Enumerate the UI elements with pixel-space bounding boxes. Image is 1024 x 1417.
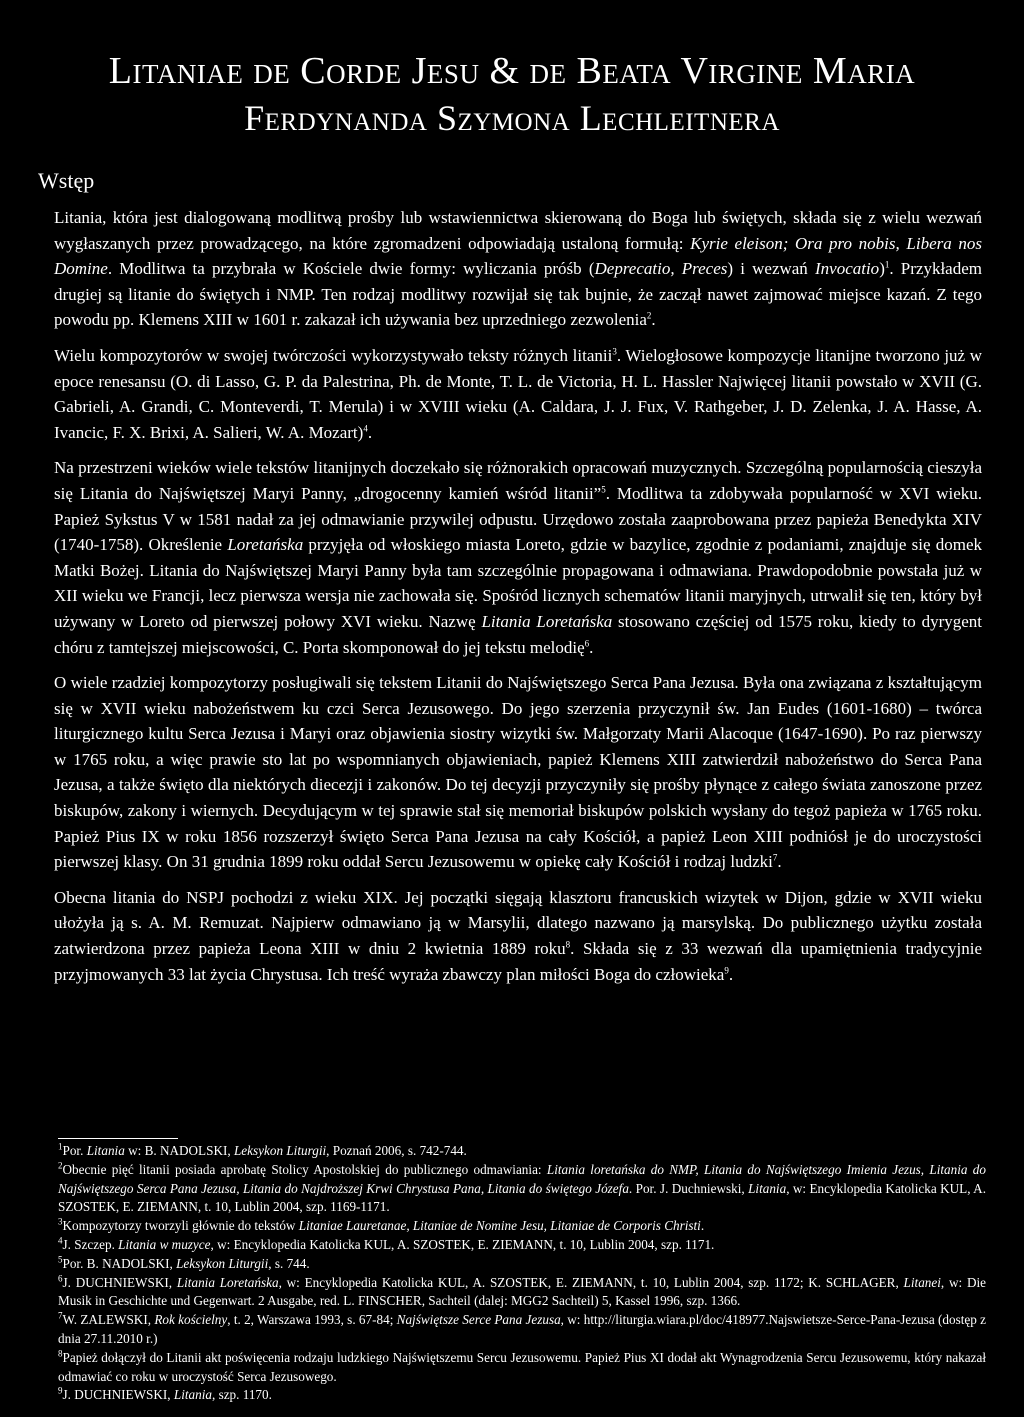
italic-text: Litania xyxy=(748,1180,787,1196)
footnote-number: 8 xyxy=(58,1348,63,1359)
text-run: Obecnie pięć litanii posiada aprobatę Stolicy Apostolskiej do publicznego odmawiania: xyxy=(62,1161,547,1177)
text-run: Kompozytorzy tworzyli głównie do tekstów xyxy=(62,1218,299,1234)
text-run: . Przykładem drugiej są litanie do świętych i NMP. Ten rodzaj modlitwy rozwijał się tak bujnie, że zaczął nawet zajmować miejsce kazań. Z tego powodu pp. Klemens XIII w 1601 r. zakazał ich używania bez uprzedniego zezwolenia xyxy=(54,259,982,330)
text-run: Na przestrzeni wieków wiele tekstów litanijnych doczekało się różnorakich opracowań muzycznych. Szczególną popularnością cieszyła się Litania do Najświętszej Maryi Panny, „drogocenny kamień wśród litanii” xyxy=(54,458,982,503)
italic-text: Kyrie eleison; Ora pro nobis, Libera nos Domine xyxy=(54,233,982,279)
text-run: Por. xyxy=(62,1143,87,1158)
text-run: , szp. 1170. xyxy=(211,1387,272,1403)
footnote xyxy=(58,1311,986,1349)
footnote xyxy=(58,1274,986,1312)
footnote-ref: 1 xyxy=(884,259,890,270)
footnotes xyxy=(58,1142,986,1405)
body-paragraph xyxy=(54,205,982,333)
text-run: , t. 2, Warszawa 1993, s. 67-84; xyxy=(227,1312,397,1328)
footnote-ref: 2 xyxy=(646,310,652,321)
text-run: . Modlitwa ta przybrała w Kościele dwie formy: wyliczania próśb ( xyxy=(107,259,595,279)
text-run: . xyxy=(367,422,373,442)
text-run: , w: Encyklopedia Katolicka KUL, A. SZOSTEK, E. ZIEMANN, t. 10, Lublin 2004, szp. 1169-1171. xyxy=(58,1180,986,1215)
text-run: , s. 744. xyxy=(268,1255,310,1271)
footnote-ref: 4 xyxy=(363,423,368,434)
text-run: Por. B. NADOLSKI, xyxy=(62,1255,177,1271)
italic-text: Litania xyxy=(86,1143,125,1158)
italic-text: Rok kościelny xyxy=(154,1312,228,1328)
footnote-number: 9 xyxy=(58,1385,63,1396)
footnote-number: 7 xyxy=(58,1310,63,1321)
footnote xyxy=(58,1161,986,1217)
text-run: . Por. J. Duchniewski, xyxy=(628,1180,749,1196)
text-run: Obecna litania do NSPJ pochodzi z wieku XIX. Jej początki sięgają klasztoru francuskich wizytek w Dijon, gdzie w XVII wieku ułożyła ją s. A. M. Remuzat. Najpierw odmawiano ją w Marsylii, dlatego nazwano ją marsylską. Do publicznego użytku została zatwierdzona przez papieża Leona XIII w dniu 2 kwietnia 1889 roku xyxy=(54,887,982,959)
text-run: . xyxy=(589,637,594,657)
body-paragraph xyxy=(54,455,982,660)
footnote xyxy=(58,1349,986,1387)
text-run: . Wielogłosowe kompozycje litanijne tworzono już w epoce renesansu (O. di Lasso, G. P. da Palestrina, Ph. de Monte, T. L. de Victoria, H. L. Hassler Najwięcej litanii powstało w XVII (G. Gabrieli, A. Grandi, C. Monteverdi, T. Merula) i w XVIII wieku (A. Caldara, J. J. Fux, V. Rathgeber, J. D. Zelenka, J. A. Hasse, A. Ivancic, F. X. Brixi, A. Salieri, W. A. Mozart) xyxy=(54,345,982,442)
text-run: , w: Encyklopedia Katolicka KUL, A. SZOSTEK, E. ZIEMANN, t. 10, Lublin 2004, szp. 1171. xyxy=(210,1236,715,1252)
italic-text: Invocatio xyxy=(814,259,880,279)
text-run: , Poznań 2006, s. 742-744. xyxy=(326,1143,467,1158)
text-run: w: B. NADOLSKI, xyxy=(124,1143,234,1158)
footnote-number: 1 xyxy=(58,1141,63,1152)
body-text xyxy=(54,205,982,997)
text-run: , w: http://liturgia.wiara.pl/doc/418977.Najswietsze-Serce-Pana-Jezusa (dostęp z dnia 27.11.2010 r.) xyxy=(58,1312,987,1346)
text-run: Papież dołączył do Litanii akt poświęcenia rodzaju ludzkiego Najświętszemu Sercu Jezusowemu. Papież Pius XI dodał akt Wynagrodzenia Sercu Jezusowemu, który nakazał odmawiać co roku w uroczystość Serca Jezusowego. xyxy=(58,1349,986,1384)
footnote-ref: 5 xyxy=(601,484,606,495)
footnote-separator xyxy=(58,1138,178,1139)
text-run: ) xyxy=(879,259,885,279)
text-run: J. DUCHNIEWSKI, xyxy=(62,1274,177,1290)
text-run: W. ZALEWSKI, xyxy=(62,1312,155,1328)
footnote-number: 6 xyxy=(58,1273,63,1284)
text-run: O wiele rzadziej kompozytorzy posługiwali się tekstem Litanii do Najświętszego Serca Pana Jezusa. Była ona związana z kształtującym się w XVII wieku nabożeństwem ku czci Serca Jezusowego. Do jego szerzenia przyczynił św. Jan Eudes (1601-1680) – twórca liturgicznego kultu Serca Jezusa i Maryi oraz objawienia siostry wizytki św. Małgorzaty Marii Alacoque (1647-1690). Po raz pierwszy w 1765 roku, a więc prawie sto lat po wspomnianych objawieniach, papież Klemens XIII zatwierdził nabożeństwo do Serca Pana Jezusa, a także święto dla niektórych diecezji i zakonów. Do tej decyzji przyczyniły się prośby płynące z całego świata zanoszone przez biskupów, zakony i wiernych. Decydującym w tej sprawie stał się memoriał biskupów polskich wysłany do tegoż papieża w 1765 roku. Papież Pius IX w roku 1856 rozszerzył święto Serca Pana Jezusa na cały Kościół, a papież Leon XIII podniósł je do uroczystości pierwszej klasy. On 31 grudnia 1899 roku oddał Sercu Jezusowemu w opiekę cały Kościół i rodzaj ludzki xyxy=(54,673,982,872)
footnote-number: 3 xyxy=(58,1216,63,1227)
italic-text: Litania Loretańska xyxy=(481,611,613,631)
italic-text: Litanei xyxy=(903,1274,941,1290)
text-run: J. DUCHNIEWSKI, xyxy=(62,1387,174,1403)
text-run: . Modlitwa ta zdobywała popularność w XVI wieku. Papież Sykstus V w 1581 nadał za jej odmawianie przywilej odpustu. Urzędowo została zaaprobowana przez papieża Benedykta XIV (1740-1758). Określenie xyxy=(54,483,982,555)
text-run: , w: Die Musik in Geschichte und Gegenwart. 2 Ausgabe, red. L. FINSCHER, Sachteil (dalej: MGG2 Sachteil) 5, Kassel 1996, szp. 1366. xyxy=(58,1274,986,1309)
text-run: przyjęła od włoskiego miasta Loreto, gdzie w bazylice, zgodnie z podaniami, znajduje się domek Matki Bożej. Litania do Najświętszej Maryi Panny była tam szczególnie propagowana i odmawiana. Prawdopodobnie powstała już w XII wieku we Francji, lecz pierwsza wersja nie zachowała się. Spośród licznych schematów litanii maryjnych, utrwalił się ten, który był używany w Loreto od pierwszej połowy XVI wieku. Nazwę xyxy=(54,535,982,631)
section-heading: Wstęp xyxy=(38,168,95,193)
italic-text: Litania w muzyce xyxy=(118,1236,211,1252)
text-run: . xyxy=(728,964,734,984)
footnote-ref: 6 xyxy=(584,637,590,648)
italic-text: Najświętsze Serce Pana Jezusa xyxy=(396,1312,561,1328)
italic-text: Litaniae Lauretanae, Litaniae de Nomine Jesu, Litaniae de Corporis Christi xyxy=(298,1218,701,1234)
footnote-number: 5 xyxy=(58,1254,63,1265)
footnote xyxy=(58,1142,986,1161)
italic-text: Deprecatio, Preces xyxy=(594,259,728,279)
text-run: . Składa się z 33 wezwań dla upamiętnienia tradycyjnie przyjmowanych 33 lat życia Chrystusa. Ich treść wyraża zbawczy plan miłości Boga do człowieka xyxy=(54,939,982,984)
italic-text: Litania xyxy=(173,1387,212,1403)
footnote xyxy=(58,1217,986,1236)
body-paragraph xyxy=(54,670,982,875)
footnote-number: 4 xyxy=(58,1235,63,1246)
footnote xyxy=(58,1255,986,1274)
title-line-2: Ferdynanda Szymona Lechleitnera xyxy=(244,98,780,138)
body-paragraph xyxy=(54,885,982,987)
title-line-1: Litaniae de Corde Jesu & de Beata Virgine Maria xyxy=(108,50,916,92)
text-run: Wielu kompozytorów w swojej twórczości wykorzystywało teksty różnych litanii xyxy=(54,345,613,365)
body-paragraph xyxy=(54,343,982,445)
footnote xyxy=(58,1236,986,1255)
italic-text: Leksykon Liturgii xyxy=(176,1255,269,1271)
text-run: J. Szczep. xyxy=(62,1236,119,1252)
text-run: . xyxy=(777,852,782,872)
text-run: , w: Encyklopedia Katolicka KUL, A. SZOSTEK, E. ZIEMANN, t. 10, Lublin 2004, szp. 1172; K. SCHLAGER, xyxy=(278,1274,904,1290)
footnote-ref: 9 xyxy=(724,964,729,975)
text-run: . xyxy=(700,1218,705,1234)
footnote xyxy=(58,1386,986,1405)
footnote-ref: 8 xyxy=(565,939,571,950)
text-run: stosowano częściej od 1575 roku, kiedy to dyrygent chóru z tamtejszej miejscowości, C. Porta skomponował do jej tekstu melodię xyxy=(54,611,983,657)
text-run: ) i wezwań xyxy=(727,259,815,279)
footnote-ref: 3 xyxy=(612,346,617,357)
text-run: Litania, która jest dialogowaną modlitwą prośby lub wstawiennictwa skierowaną do Boga lub świętych, składa się z wielu wezwań wygłaszanych przez prowadzącego, na które zgromadzeni odpowiadają ustaloną formułą: xyxy=(54,208,982,253)
footnote-ref: 7 xyxy=(772,852,778,863)
italic-text: Loretańska xyxy=(227,535,304,555)
italic-text: Litania Loretańska xyxy=(176,1274,279,1290)
footnote-number: 2 xyxy=(58,1160,63,1171)
text-run: . xyxy=(651,310,656,330)
italic-text: Litania loretańska do NMP, Litania do Najświętszego Imienia Jezus, Litania do Najświętszego Serca Pana Jezusa, Litania do Najdroższej Krwi Chrystusa Pana, Litania do świętego Józefa xyxy=(58,1161,986,1196)
italic-text: Leksykon Liturgii xyxy=(233,1143,327,1158)
